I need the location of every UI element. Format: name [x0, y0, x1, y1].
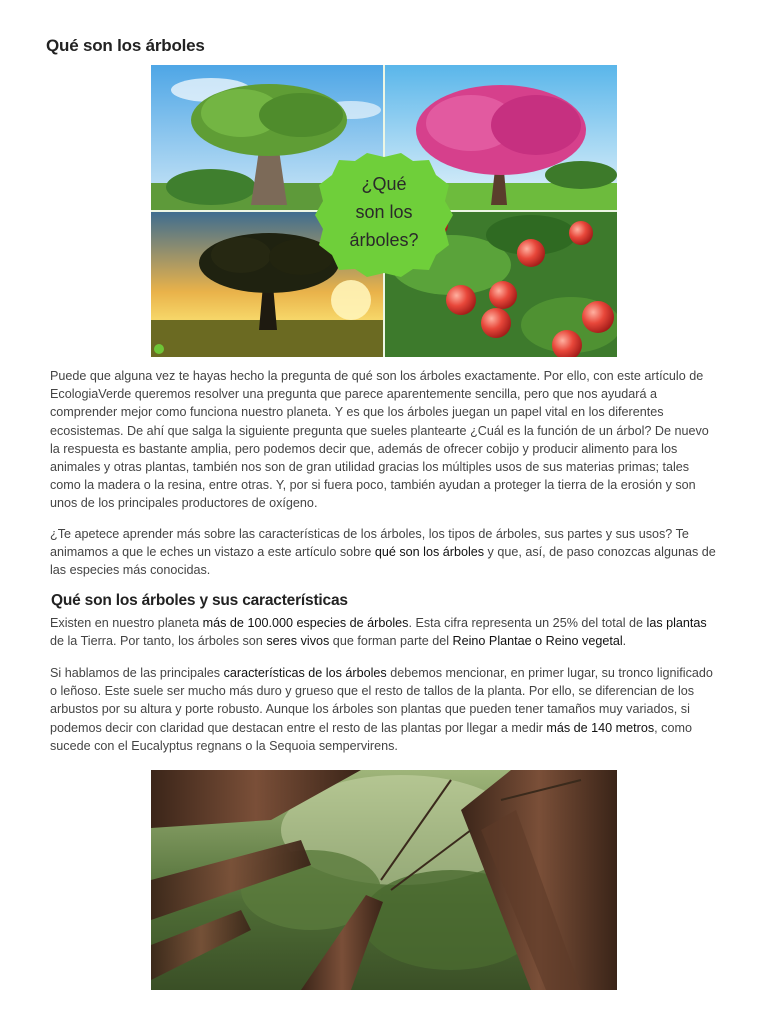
- link-mas-de-140-metros[interactable]: más de 140 metros: [546, 720, 655, 735]
- section-heading: Qué son los árboles y sus características: [51, 592, 348, 609]
- intro-paragraph-1: Puede que alguna vez te hayas hecho la pregunta de qué son los árboles exactamente. Por ello, con este artículo de EcologiaVerde queremos resolver una pregunta que parece aparentemente sencilla, pero que nos ayudará a comprender mejor como funciona nuestro planeta. Y es que los árboles juegan un papel vital en los diferentes ecosistemas. De ahí que salga la siguiente pregunta que sueles plantearte ¿Cuál es la función de un árbol? De nuevo la respuesta es bastante amplia, pero podemos decir que, además de ofrecer cobijo y producir alimento para los animales y otras plantas, también nos son de gran utilidad gracias los múltiples usos de sus materias primas; tales como la madera o la resina, entre otras. Y, por si fuera poco, también ayudan a proteger la tierra de la erosión y son unos de los principales productores de oxígeno.: [50, 369, 709, 511]
- sequoia-forest-image: [151, 770, 617, 990]
- hero-badge-line-1: ¿Qué: [361, 174, 407, 194]
- link-seres-vivos[interactable]: seres vivos: [266, 634, 330, 649]
- intro-paragraph-2: ¿Te apetece aprender más sobre las características de los árboles, los tipos de árboles, sus partes y sus usos? Te animamos a que le eches un vistazo a este artículo sobre qué son los árboles y que, así, de paso conozcas algunas de las especies más conocidas.: [50, 527, 716, 578]
- section-paragraph-2: Si hablamos de las principales características de los árboles debemos mencionar, en primer lugar, su tronco lignificado o leñoso. Este suele ser mucho más duro y grueso que el resto de tallos de la planta. Por ello, se diferencian de los arbustos por su altura y porte robusto. Aunque los árboles son plantas que pueden tener tamaños muy variados, si podemos decir con claridad que destacan entre el resto de las plantas por llegar a medir más de 140 metros, como sucede con el Eucalyptus regnans o la Sequoia sempervirens.: [50, 666, 713, 753]
- link-especies-de-arboles[interactable]: más de 100.000 especies de árboles: [202, 616, 409, 630]
- link-las-plantas[interactable]: las plantas: [646, 616, 707, 630]
- section-paragraph-1: Existen en nuestro planeta más de 100.000 especies de árboles. Esta cifra representa un 25% del total de las plantas de la Tierra. Por tanto, los árboles son seres vivos que forman parte del Reino Plantae o Reino vegetal.: [50, 616, 707, 649]
- hero-badge-line-2: son los: [355, 202, 413, 222]
- link-caracteristicas-de-los-arboles[interactable]: características de los árboles: [223, 666, 387, 680]
- link-reino-plantae[interactable]: Reino Plantae o Reino vegetal: [452, 634, 623, 649]
- link-que-son-los-arboles[interactable]: qué son los árboles: [374, 545, 485, 560]
- hero-image-collage: [151, 65, 617, 357]
- hero-badge-line-3: árboles?: [349, 230, 419, 250]
- page-title: Qué son los árboles: [46, 36, 205, 55]
